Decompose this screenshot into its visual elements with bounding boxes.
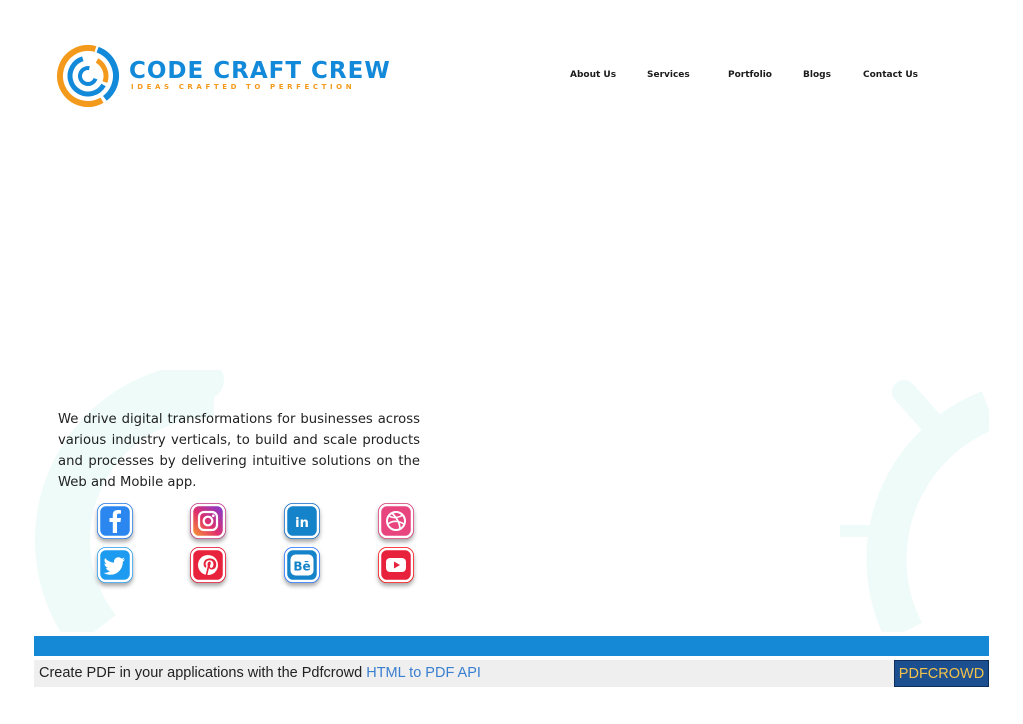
nav-services[interactable]: Services [647,70,690,80]
brand-tagline: IDEAS CRAFTED TO PERFECTION [131,83,356,91]
linkedin-icon [284,503,320,539]
dribbble-icon [378,503,414,539]
behance-icon [284,547,320,583]
pinterest-icon [190,547,226,583]
pinterest-button[interactable] [190,547,226,583]
brand-name: CODE CRAFT CREW [129,58,391,84]
nav-about-us[interactable]: About Us [570,70,617,80]
nav-portfolio[interactable]: Portfolio [728,70,772,80]
logo-mark-icon [56,44,120,108]
pdfcrowd-api-link[interactable]: HTML to PDF API [366,665,481,681]
pdfcrowd-banner-message: Create PDF in your applications with the Pdfcrowd [39,665,367,681]
brand-logo[interactable] [56,44,391,110]
pdfcrowd-banner [34,660,989,687]
twitter-icon [97,547,133,583]
footer-band [34,636,989,656]
instagram-button[interactable] [190,503,226,539]
youtube-icon [378,547,414,583]
behance-button[interactable] [284,547,320,583]
facebook-icon [97,503,133,539]
dribbble-button[interactable] [378,503,414,539]
youtube-button[interactable] [378,547,414,583]
facebook-button[interactable] [97,503,133,539]
nav-blogs[interactable]: Blogs [803,70,831,80]
linkedin-button[interactable] [284,503,320,539]
pdfcrowd-banner-text [39,665,481,681]
nav-contact-us[interactable]: Contact Us [863,70,919,80]
instagram-icon [190,503,226,539]
svg-text:in: in [295,516,309,531]
twitter-button[interactable] [97,547,133,583]
hero-description: We drive digital transformations for businesses across various industry verticals, to build and scale products and processes by delivering intuitive solutions on the Web and Mobile app. [58,412,420,491]
svg-text:Bē: Bē [293,559,311,574]
pdfcrowd-brand-button[interactable]: PDFCROWD [894,660,989,687]
